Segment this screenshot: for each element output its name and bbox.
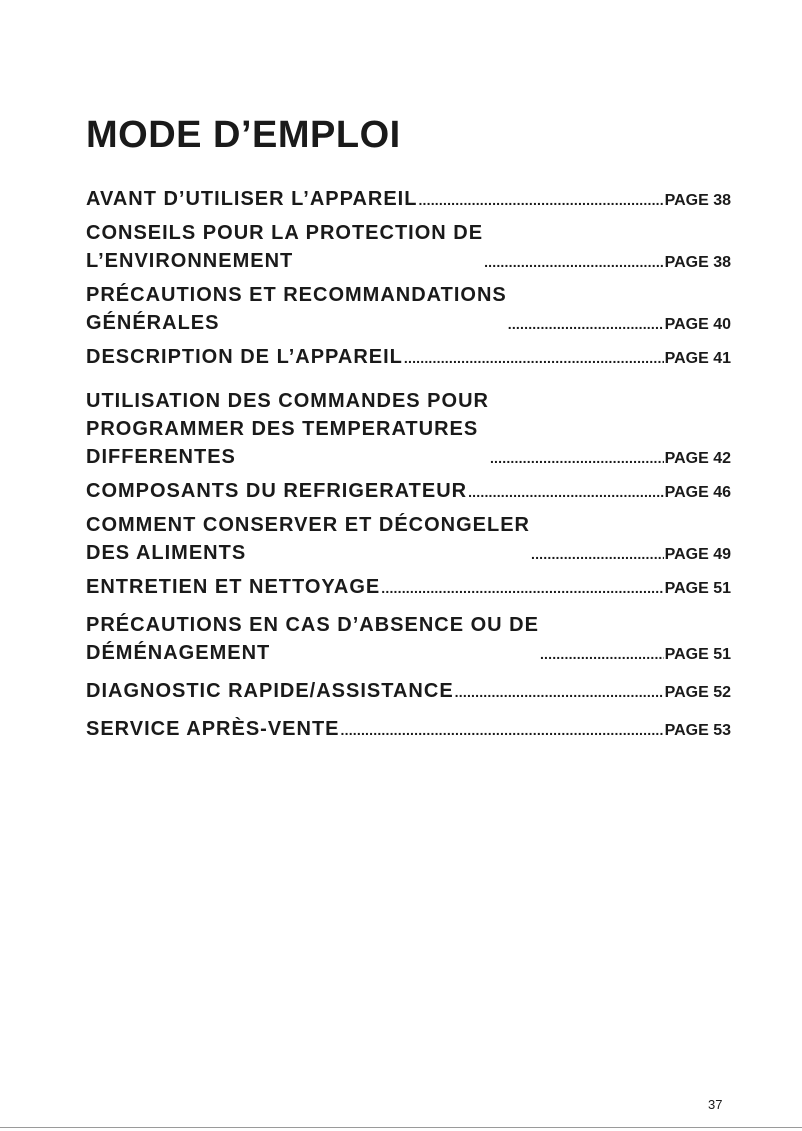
toc-entry-utilisation-commandes[interactable] <box>86 387 731 471</box>
toc-entry-page: PAGE 51 <box>664 580 731 597</box>
toc-entry-page: PAGE 49 <box>664 546 731 563</box>
toc-entry-page: PAGE 51 <box>664 646 731 663</box>
toc-entry-page: PAGE 53 <box>664 722 731 739</box>
toc-entry-service-apres-vente[interactable] <box>86 715 731 743</box>
bottom-divider <box>0 1127 802 1128</box>
toc-entry-conserver-decongeler[interactable] <box>86 511 731 567</box>
dot-leader <box>490 451 664 465</box>
toc-entry-entretien-nettoyage[interactable] <box>86 573 731 601</box>
toc-entry-page: PAGE 40 <box>664 316 731 333</box>
toc-entry-avant-d-utiliser[interactable] <box>86 185 731 213</box>
toc-entry-page: PAGE 38 <box>664 254 731 271</box>
toc-entry-title: COMPOSANTS DU REFRIGERATEUR <box>86 480 468 502</box>
dot-leader <box>531 547 664 561</box>
toc-entry-description-appareil[interactable] <box>86 343 731 371</box>
toc-entry-page: PAGE 38 <box>664 192 731 209</box>
toc-entry-title: SERVICE APRÈS-VENTE <box>86 718 340 740</box>
page-number: 37 <box>708 1097 723 1112</box>
dot-leader <box>484 255 664 269</box>
table-of-contents <box>86 185 731 743</box>
dot-leader <box>468 485 664 499</box>
toc-entry-diagnostic-assistance[interactable] <box>86 677 731 705</box>
toc-entry-precautions-generales[interactable] <box>86 281 731 337</box>
dot-leader <box>418 193 663 207</box>
toc-entry-title: PRÉCAUTIONS EN CAS D’ABSENCE OU DE DÉMÉNAGEMENT <box>86 614 539 664</box>
dot-leader <box>455 685 664 699</box>
page-title: MODE D’EMPLOI <box>86 114 401 156</box>
dot-leader <box>404 351 664 365</box>
dot-leader <box>540 647 664 661</box>
toc-entry-page: PAGE 46 <box>664 484 731 501</box>
toc-entry-title: COMMENT CONSERVER ET DÉCONGELER DES ALIMENTS <box>86 514 530 564</box>
dot-leader <box>381 581 663 595</box>
toc-entry-title: PRÉCAUTIONS ET RECOMMANDATIONS GÉNÉRALES <box>86 284 507 334</box>
toc-entry-page: PAGE 42 <box>664 450 731 467</box>
toc-entry-title: UTILISATION DES COMMANDES POUR PROGRAMMER DES TEMPERATURES DIFFERENTES <box>86 390 489 468</box>
toc-entry-page: PAGE 52 <box>664 684 731 701</box>
toc-entry-composants-refrigerateur[interactable] <box>86 477 731 505</box>
toc-entry-conseils-environnement[interactable] <box>86 219 731 275</box>
toc-entry-title: AVANT D’UTILISER L’APPAREIL <box>86 188 418 210</box>
toc-entry-title: DESCRIPTION DE L’APPAREIL <box>86 346 403 368</box>
toc-entry-page: PAGE 41 <box>664 350 731 367</box>
toc-entry-title: DIAGNOSTIC RAPIDE/ASSISTANCE <box>86 680 454 702</box>
toc-entry-precautions-absence[interactable] <box>86 611 731 667</box>
toc-entry-title: CONSEILS POUR LA PROTECTION DE L’ENVIRONNEMENT <box>86 222 484 272</box>
dot-leader <box>341 723 664 737</box>
toc-entry-title: ENTRETIEN ET NETTOYAGE <box>86 576 381 598</box>
dot-leader <box>508 317 664 331</box>
